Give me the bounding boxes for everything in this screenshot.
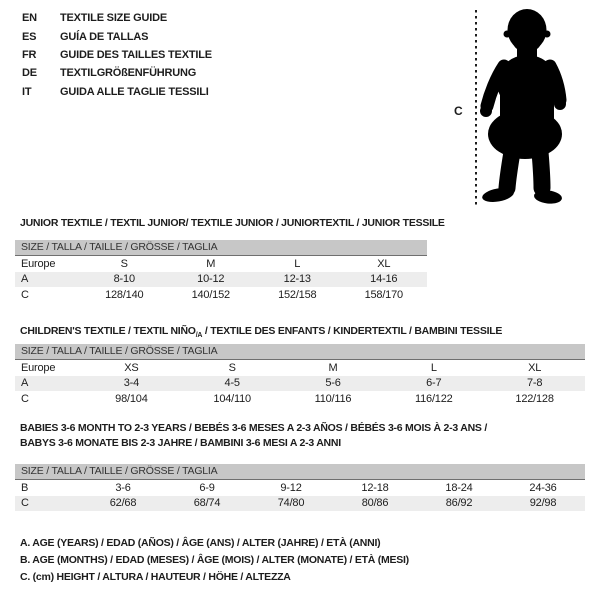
table-cell: 92/98 xyxy=(529,497,557,510)
children-title-post: / TEXTILE DES ENFANTS / KINDERTEXTIL / BAMBINI TESSILE xyxy=(202,325,503,337)
junior-table-title: JUNIOR TEXTILE / TEXTIL JUNIOR/ TEXTILE JUNIOR / JUNIORTEXTIL / JUNIOR TESSILE xyxy=(20,217,445,229)
junior-table xyxy=(15,240,427,303)
table-cell: M xyxy=(206,257,216,270)
table-cell: 7-8 xyxy=(526,377,543,390)
table-cell: 18-24 xyxy=(445,481,473,494)
table-cell: 68/74 xyxy=(193,497,221,510)
table-cell: L xyxy=(294,257,301,270)
table-row xyxy=(15,376,585,392)
table-cell: 3-6 xyxy=(115,481,131,494)
row-label: Europe xyxy=(21,361,56,374)
table-cell: S xyxy=(120,257,128,270)
language-code: ES xyxy=(22,30,37,43)
table-row xyxy=(15,360,585,376)
table-cell: 80/86 xyxy=(361,497,389,510)
table-cell: 10-12 xyxy=(197,273,225,286)
babies-title-line1: BABIES 3-6 MONTH TO 2-3 YEARS / BEBÉS 3-6 MESES A 2-3 AÑOS / BÉBÉS 3-6 MOIS À 2-3 ANS / xyxy=(20,422,488,434)
table-cell: 6-7 xyxy=(426,377,442,390)
table-row xyxy=(15,391,585,407)
language-row xyxy=(22,83,212,101)
table-cell: 4-5 xyxy=(224,377,240,390)
table-cell: 12-18 xyxy=(361,481,389,494)
children-table xyxy=(15,344,585,407)
table-cell: 74/80 xyxy=(277,497,305,510)
language-title: GUIDA ALLE TAGLIE TESSILI xyxy=(60,85,209,98)
height-measure-label: C xyxy=(454,104,463,118)
babies-title-line2: BABYS 3-6 MONATE BIS 2-3 JAHRE / BAMBINI 3-6 MESI A 2-3 ANNI xyxy=(20,437,341,449)
table-cell: 86/92 xyxy=(445,497,473,510)
language-title: GUIDE DES TAILLES TEXTILE xyxy=(60,48,212,61)
toddler-figure-svg xyxy=(472,4,590,210)
row-label: C xyxy=(21,288,29,301)
babies-size-table xyxy=(15,480,585,511)
language-list xyxy=(22,9,212,101)
table-row xyxy=(15,272,427,288)
children-title-sub: /A xyxy=(195,332,203,340)
language-code: FR xyxy=(22,48,37,61)
table-row xyxy=(15,256,427,272)
row-label: B xyxy=(21,481,29,494)
junior-size-table xyxy=(15,256,427,303)
table-cell: 14-16 xyxy=(370,273,398,286)
language-title: TEXTILE SIZE GUIDE xyxy=(60,12,168,25)
table-cell: M xyxy=(328,361,338,374)
language-title: TEXTILGRÖßENFÜHRUNG xyxy=(60,67,197,80)
size-header-bar: SIZE / TALLA / TAILLE / GRÖSSE / TAGLIA xyxy=(15,344,585,360)
table-row xyxy=(15,480,585,496)
table-cell: 98/104 xyxy=(115,392,148,405)
row-label: Europe xyxy=(21,257,56,270)
row-label: C xyxy=(21,392,29,405)
legend-line: C. (cm) HEIGHT / ALTURA / HAUTEUR / HÖHE / ALTEZZA xyxy=(20,571,291,583)
table-cell: 6-9 xyxy=(199,481,215,494)
language-row xyxy=(22,64,212,82)
table-cell: 122/128 xyxy=(515,392,554,405)
children-title-pre: CHILDREN'S TEXTILE / TEXTIL NIÑO xyxy=(20,325,196,337)
language-code: EN xyxy=(22,12,37,25)
language-row xyxy=(22,27,212,45)
babies-table-title xyxy=(20,421,487,451)
table-cell: XS xyxy=(124,361,139,374)
table-cell: 24-36 xyxy=(529,481,557,494)
children-table-title xyxy=(20,325,502,339)
table-cell: 152/158 xyxy=(278,288,317,301)
table-cell: 12-13 xyxy=(283,273,311,286)
row-label: A xyxy=(21,377,29,390)
table-cell: 9-12 xyxy=(280,481,302,494)
language-row xyxy=(22,46,212,64)
legend-line: A. AGE (YEARS) / EDAD (AÑOS) / ÂGE (ANS) / ALTER (JAHRE) / ETÀ (ANNI) xyxy=(20,537,381,549)
table-cell: 8-10 xyxy=(113,273,135,286)
table-cell: XL xyxy=(528,361,542,374)
language-code: DE xyxy=(22,67,37,80)
table-cell: 158/170 xyxy=(364,288,403,301)
table-cell: 3-4 xyxy=(123,377,140,390)
table-cell: 110/116 xyxy=(314,392,352,405)
table-cell: 62/68 xyxy=(109,497,137,510)
table-cell: S xyxy=(228,361,236,374)
table-cell: 128/140 xyxy=(105,288,144,301)
language-title: GUÍA DE TALLAS xyxy=(60,30,149,43)
table-cell: XL xyxy=(377,257,391,270)
table-cell: L xyxy=(430,361,437,374)
row-label: A xyxy=(21,273,29,286)
children-size-table xyxy=(15,360,585,407)
table-cell: 5-6 xyxy=(325,377,341,390)
size-header-bar: SIZE / TALLA / TAILLE / GRÖSSE / TAGLIA xyxy=(15,464,585,480)
language-row xyxy=(22,9,212,27)
table-cell: 104/110 xyxy=(213,392,251,405)
table-cell: 116/122 xyxy=(415,392,453,405)
row-label: C xyxy=(21,497,29,510)
toddler-silhouette-icon xyxy=(480,9,566,205)
table-row xyxy=(15,287,427,303)
babies-table xyxy=(15,464,585,511)
legend-line: B. AGE (MONTHS) / EDAD (MESES) / ÂGE (MOIS) / ALTER (MONATE) / ETÀ (MESI) xyxy=(20,554,409,566)
language-code: IT xyxy=(22,85,32,98)
legend xyxy=(20,535,409,586)
height-measure-figure xyxy=(448,4,598,210)
table-cell: 140/152 xyxy=(191,288,230,301)
table-row xyxy=(15,496,585,512)
size-header-bar: SIZE / TALLA / TAILLE / GRÖSSE / TAGLIA xyxy=(15,240,427,256)
